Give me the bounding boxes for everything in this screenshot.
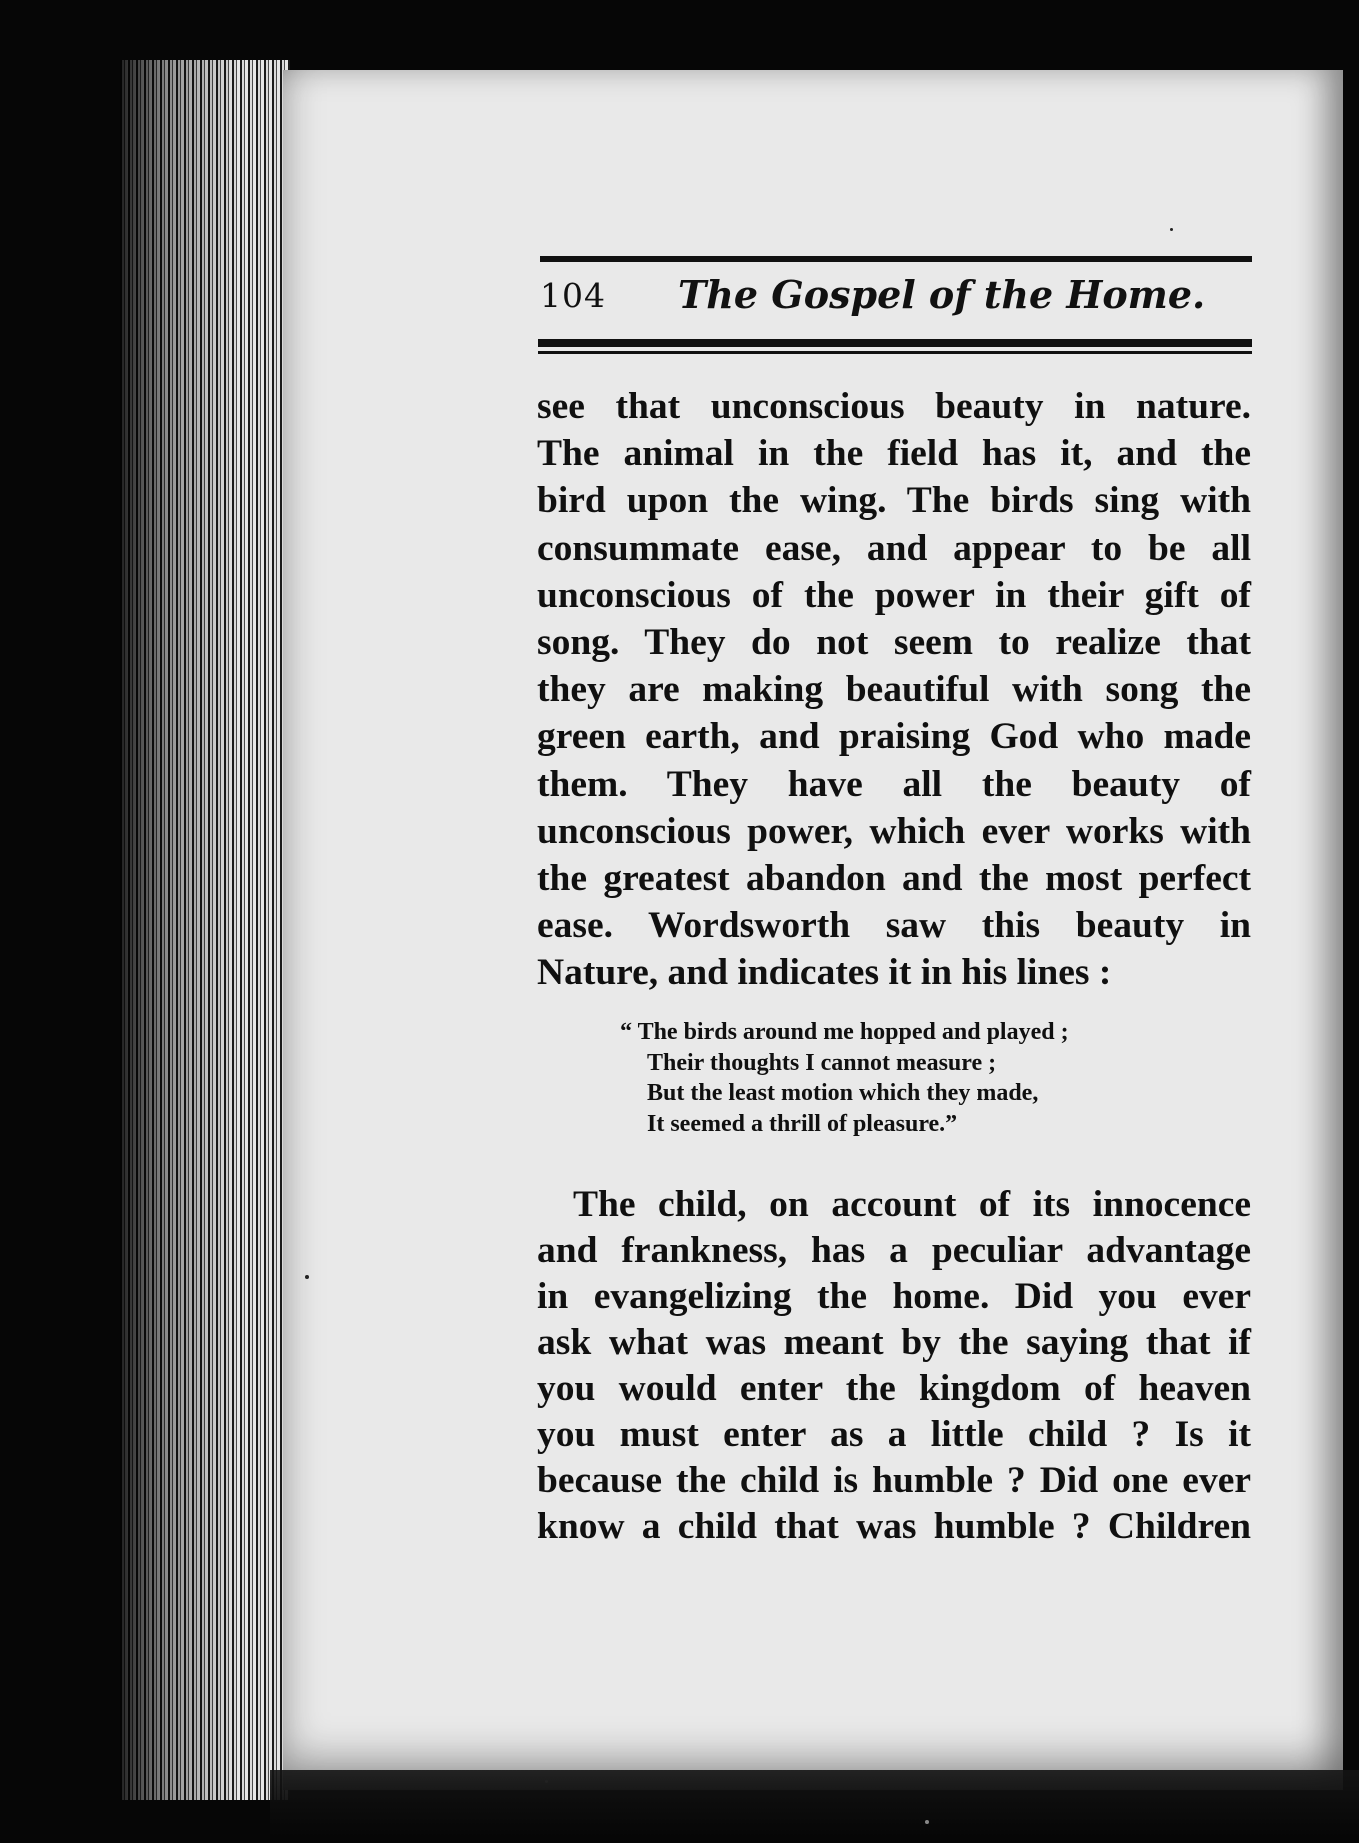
text-line: consummate ease, and appear to be all bbox=[537, 527, 1251, 569]
text-line: and frankness, has a peculiar advantage bbox=[537, 1230, 1251, 1271]
scan-speck bbox=[545, 1780, 548, 1783]
running-head bbox=[540, 270, 1252, 330]
page-bottom-shadow bbox=[270, 1770, 1359, 1843]
text-line: bird upon the wing. The birds sing with bbox=[537, 480, 1251, 522]
poem-line: Their thoughts I cannot measure ; bbox=[647, 1049, 997, 1076]
scan-speck bbox=[925, 1820, 929, 1824]
poem-line: “ The birds around me hopped and played ; bbox=[620, 1019, 1069, 1045]
text-line: The animal in the field has it, and the bbox=[537, 433, 1251, 475]
text-line: you would enter the kingdom of heaven bbox=[537, 1368, 1251, 1409]
header-rule-top bbox=[540, 256, 1252, 262]
poem-line: It seemed a thrill of pleasure.” bbox=[647, 1110, 958, 1137]
text-line: know a child that was humble ? Children bbox=[537, 1506, 1251, 1547]
text-line: the greatest abandon and the most perfect bbox=[537, 858, 1251, 900]
poem-quotation bbox=[620, 1017, 1180, 1139]
scan-speck bbox=[305, 1275, 309, 1279]
text-line: because the child is humble ? Did one ever bbox=[537, 1460, 1251, 1501]
page-number: 104 bbox=[540, 276, 606, 315]
page-edges-shadow bbox=[120, 60, 290, 1800]
paragraph-1 bbox=[537, 383, 1251, 997]
text-line: in evangelizing the home. Did you ever bbox=[537, 1276, 1251, 1317]
text-line: unconscious of the power in their gift of bbox=[537, 574, 1251, 616]
text-line: they are making beautiful with song the bbox=[537, 669, 1251, 711]
text-line: The child, on account of its innocence bbox=[573, 1184, 1251, 1225]
text-line: green earth, and praising God who made bbox=[537, 716, 1251, 758]
running-title: The Gospel of the Home. bbox=[678, 272, 1206, 317]
text-line: ask what was meant by the saying that if bbox=[537, 1322, 1251, 1363]
paragraph-2 bbox=[537, 1182, 1251, 1550]
text-line: Nature, and indicates it in his lines : bbox=[537, 952, 1112, 994]
text-line: see that unconscious beauty in nature. bbox=[537, 386, 1251, 427]
text-line: unconscious power, which ever works with bbox=[537, 810, 1251, 852]
text-line: song. They do not seem to realize that bbox=[537, 622, 1251, 664]
text-line: ease. Wordsworth saw this beauty in bbox=[537, 905, 1251, 947]
poem-line: But the least motion which they made, bbox=[647, 1080, 1039, 1106]
text-line: you must enter as a little child ? Is it bbox=[537, 1414, 1251, 1455]
scan-speck bbox=[1170, 228, 1173, 231]
header-rule-thick bbox=[538, 339, 1252, 347]
header-rule-thin bbox=[538, 351, 1252, 354]
text-line: them. They have all the beauty of bbox=[537, 763, 1251, 805]
